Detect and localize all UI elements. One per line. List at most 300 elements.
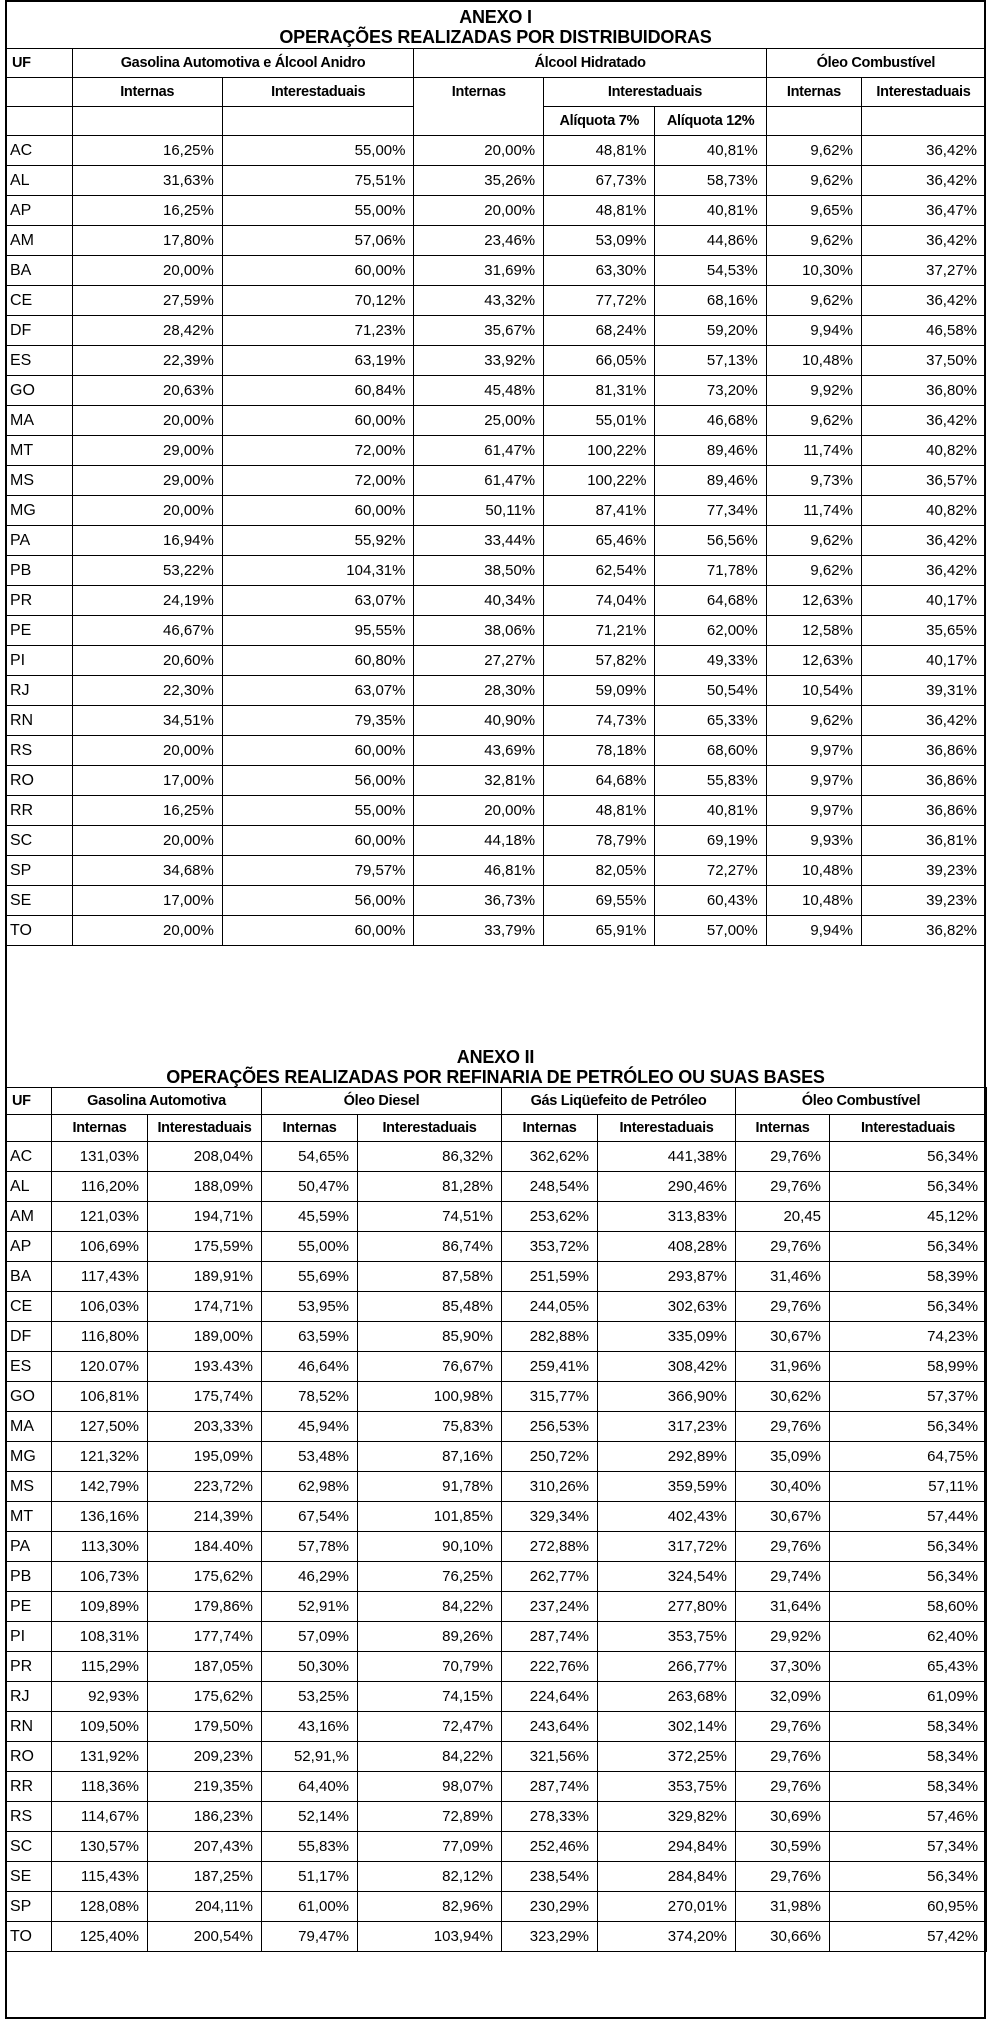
value-cell: 30,67%: [736, 1322, 830, 1352]
value-cell: 46,67%: [72, 616, 222, 646]
sub-header: Internas: [766, 78, 861, 107]
value-cell: 60,00%: [222, 256, 414, 286]
value-cell: 252,46%: [502, 1832, 598, 1862]
value-cell: 36,42%: [861, 406, 985, 436]
value-cell: 189,91%: [148, 1262, 262, 1292]
table-row: [6, 1772, 987, 1802]
uf-cell: RS: [6, 1802, 52, 1832]
value-cell: 79,47%: [262, 1922, 358, 1952]
uf-cell: SC: [6, 826, 73, 856]
value-cell: 60,00%: [222, 736, 414, 766]
value-cell: 45,12%: [830, 1202, 987, 1232]
value-cell: 33,79%: [414, 916, 544, 946]
value-cell: 187,25%: [148, 1862, 262, 1892]
value-cell: 46,58%: [861, 316, 985, 346]
table-row: [6, 436, 986, 466]
uf-cell: RJ: [6, 676, 73, 706]
table-row: [6, 286, 986, 316]
value-cell: 214,39%: [148, 1502, 262, 1532]
table-row: [6, 1922, 987, 1952]
annex-1-title: ANEXO I: [459, 7, 532, 27]
value-cell: 113,30%: [52, 1532, 148, 1562]
value-cell: 207,43%: [148, 1832, 262, 1862]
value-cell: 106,81%: [52, 1382, 148, 1412]
value-cell: 36,42%: [861, 286, 985, 316]
value-cell: 58,34%: [830, 1772, 987, 1802]
value-cell: 64,68%: [544, 766, 655, 796]
value-cell: 70,79%: [358, 1652, 502, 1682]
value-cell: 76,67%: [358, 1352, 502, 1382]
value-cell: 20,00%: [72, 916, 222, 946]
table-row: [6, 826, 986, 856]
value-cell: 40,17%: [861, 646, 985, 676]
value-cell: 56,00%: [222, 766, 414, 796]
value-cell: 29,76%: [736, 1232, 830, 1262]
value-cell: 116,80%: [52, 1322, 148, 1352]
value-cell: 95,55%: [222, 616, 414, 646]
value-cell: 20,60%: [72, 646, 222, 676]
table-row: [6, 1712, 987, 1742]
value-cell: 224,64%: [502, 1682, 598, 1712]
sub-header: Internas: [736, 1115, 830, 1142]
value-cell: 10,48%: [766, 886, 861, 916]
uf-cell: RN: [6, 706, 73, 736]
value-cell: 60,00%: [222, 826, 414, 856]
value-cell: 72,00%: [222, 436, 414, 466]
value-cell: 262,77%: [502, 1562, 598, 1592]
value-cell: 11,74%: [766, 496, 861, 526]
value-cell: 106,03%: [52, 1292, 148, 1322]
value-cell: 68,24%: [544, 316, 655, 346]
value-cell: 100,22%: [544, 436, 655, 466]
uf-cell: PR: [6, 1652, 52, 1682]
value-cell: 39,23%: [861, 886, 985, 916]
value-cell: 10,48%: [766, 346, 861, 376]
value-cell: 317,23%: [598, 1412, 736, 1442]
uf-cell: MS: [6, 1472, 52, 1502]
annex-2-sub-header-row: [6, 1115, 987, 1142]
value-cell: 29,76%: [736, 1772, 830, 1802]
value-cell: 290,46%: [598, 1172, 736, 1202]
value-cell: 40,81%: [655, 796, 766, 826]
value-cell: 74,04%: [544, 586, 655, 616]
table-row: [6, 1802, 987, 1832]
table-row: [6, 1832, 987, 1862]
value-cell: 9,62%: [766, 526, 861, 556]
value-cell: 44,18%: [414, 826, 544, 856]
table-row: [6, 1532, 987, 1562]
table-row: [6, 796, 986, 826]
value-cell: 57,46%: [830, 1802, 987, 1832]
value-cell: 38,06%: [414, 616, 544, 646]
annex-1-group-header-row: [6, 49, 986, 78]
annex-1-body: [6, 136, 986, 946]
value-cell: 49,33%: [655, 646, 766, 676]
value-cell: 52,14%: [262, 1802, 358, 1832]
uf-cell: MS: [6, 466, 73, 496]
value-cell: 177,74%: [148, 1622, 262, 1652]
value-cell: 130,57%: [52, 1832, 148, 1862]
value-cell: 55,69%: [262, 1262, 358, 1292]
value-cell: 31,98%: [736, 1892, 830, 1922]
value-cell: 9,97%: [766, 736, 861, 766]
value-cell: 72,47%: [358, 1712, 502, 1742]
table-row: [6, 406, 986, 436]
annex-2-body: [6, 1142, 987, 1952]
value-cell: 55,00%: [222, 796, 414, 826]
value-cell: 58,34%: [830, 1712, 987, 1742]
value-cell: 353,75%: [598, 1772, 736, 1802]
value-cell: 58,99%: [830, 1352, 987, 1382]
value-cell: 60,00%: [222, 496, 414, 526]
value-cell: 175,59%: [148, 1232, 262, 1262]
value-cell: 204,11%: [148, 1892, 262, 1922]
value-cell: 56,34%: [830, 1292, 987, 1322]
value-cell: 9,92%: [766, 376, 861, 406]
value-cell: 58,34%: [830, 1742, 987, 1772]
value-cell: 9,97%: [766, 796, 861, 826]
value-cell: 63,19%: [222, 346, 414, 376]
value-cell: 131,92%: [52, 1742, 148, 1772]
sub-header: Interestaduais: [148, 1115, 262, 1142]
value-cell: 200,54%: [148, 1922, 262, 1952]
table-row: [6, 676, 986, 706]
value-cell: 408,28%: [598, 1232, 736, 1262]
value-cell: 16,25%: [72, 136, 222, 166]
value-cell: 194,71%: [148, 1202, 262, 1232]
value-cell: 175,62%: [148, 1682, 262, 1712]
uf-cell: RO: [6, 1742, 52, 1772]
value-cell: 57,82%: [544, 646, 655, 676]
value-cell: 36,73%: [414, 886, 544, 916]
value-cell: 272,88%: [502, 1532, 598, 1562]
value-cell: 79,57%: [222, 856, 414, 886]
value-cell: 29,76%: [736, 1532, 830, 1562]
value-cell: 44,86%: [655, 226, 766, 256]
value-cell: 282,88%: [502, 1322, 598, 1352]
table-row: [6, 1412, 987, 1442]
empty-header-cell: [6, 107, 73, 136]
table-row: [6, 1292, 987, 1322]
value-cell: 64,40%: [262, 1772, 358, 1802]
value-cell: 253,62%: [502, 1202, 598, 1232]
sub-header: Interestaduais: [861, 78, 985, 107]
sub-header: Interestaduais: [222, 78, 414, 107]
value-cell: 20,00%: [414, 136, 544, 166]
value-cell: 35,26%: [414, 166, 544, 196]
table-row: [6, 1502, 987, 1532]
empty-header-cell: [861, 107, 985, 136]
value-cell: 22,39%: [72, 346, 222, 376]
table-row: [6, 1742, 987, 1772]
value-cell: 9,73%: [766, 466, 861, 496]
uf-cell: AL: [6, 166, 73, 196]
value-cell: 104,31%: [222, 556, 414, 586]
value-cell: 238,54%: [502, 1862, 598, 1892]
value-cell: 359,59%: [598, 1472, 736, 1502]
value-cell: 87,58%: [358, 1262, 502, 1292]
table-row: [6, 1652, 987, 1682]
value-cell: 66,05%: [544, 346, 655, 376]
value-cell: 313,83%: [598, 1202, 736, 1232]
value-cell: 30,40%: [736, 1472, 830, 1502]
value-cell: 36,86%: [861, 766, 985, 796]
value-cell: 67,73%: [544, 166, 655, 196]
value-cell: 24,19%: [72, 586, 222, 616]
value-cell: 57,44%: [830, 1502, 987, 1532]
sub-header: Internas: [414, 78, 544, 136]
table-row: [6, 916, 986, 946]
group-header: Gás Liqüefeito de Petróleo: [502, 1088, 736, 1115]
sub-header: Internas: [52, 1115, 148, 1142]
value-cell: 37,27%: [861, 256, 985, 286]
table-row: [6, 376, 986, 406]
group-header: Óleo Combustível: [736, 1088, 987, 1115]
empty-header-cell: [766, 107, 861, 136]
value-cell: 9,93%: [766, 826, 861, 856]
uf-cell: CE: [6, 286, 73, 316]
value-cell: 65,46%: [544, 526, 655, 556]
uf-cell: PA: [6, 1532, 52, 1562]
value-cell: 222,76%: [502, 1652, 598, 1682]
table-row: [6, 1142, 987, 1172]
value-cell: 57,34%: [830, 1832, 987, 1862]
value-cell: 175,62%: [148, 1562, 262, 1592]
value-cell: 277,80%: [598, 1592, 736, 1622]
value-cell: 77,34%: [655, 496, 766, 526]
value-cell: 69,19%: [655, 826, 766, 856]
value-cell: 209,23%: [148, 1742, 262, 1772]
uf-cell: PE: [6, 616, 73, 646]
value-cell: 72,00%: [222, 466, 414, 496]
value-cell: 17,00%: [72, 766, 222, 796]
value-cell: 39,31%: [861, 676, 985, 706]
value-cell: 174,71%: [148, 1292, 262, 1322]
table-row: [6, 526, 986, 556]
value-cell: 31,96%: [736, 1352, 830, 1382]
value-cell: 63,59%: [262, 1322, 358, 1352]
table-row: [6, 1322, 987, 1352]
table-row: [6, 766, 986, 796]
uf-cell: BA: [6, 1262, 52, 1292]
uf-cell: AC: [6, 136, 73, 166]
value-cell: 53,22%: [72, 556, 222, 586]
value-cell: 29,74%: [736, 1562, 830, 1592]
uf-cell: AM: [6, 1202, 52, 1232]
value-cell: 55,92%: [222, 526, 414, 556]
value-cell: 29,76%: [736, 1712, 830, 1742]
value-cell: 109,50%: [52, 1712, 148, 1742]
sub-header: Internas: [72, 78, 222, 107]
value-cell: 56,34%: [830, 1232, 987, 1262]
uf-cell: RR: [6, 1772, 52, 1802]
value-cell: 58,73%: [655, 166, 766, 196]
value-cell: 263,68%: [598, 1682, 736, 1712]
value-cell: 62,00%: [655, 616, 766, 646]
value-cell: 317,72%: [598, 1532, 736, 1562]
uf-cell: PA: [6, 526, 73, 556]
value-cell: 20,00%: [414, 796, 544, 826]
value-cell: 71,78%: [655, 556, 766, 586]
value-cell: 36,42%: [861, 166, 985, 196]
value-cell: 179,50%: [148, 1712, 262, 1742]
value-cell: 187,05%: [148, 1652, 262, 1682]
value-cell: 23,46%: [414, 226, 544, 256]
value-cell: 20,45: [736, 1202, 830, 1232]
value-cell: 33,44%: [414, 526, 544, 556]
value-cell: 57,06%: [222, 226, 414, 256]
uf-cell: AL: [6, 1172, 52, 1202]
value-cell: 315,77%: [502, 1382, 598, 1412]
value-cell: 40,90%: [414, 706, 544, 736]
value-cell: 100,98%: [358, 1382, 502, 1412]
value-cell: 353,72%: [502, 1232, 598, 1262]
value-cell: 17,80%: [72, 226, 222, 256]
value-cell: 27,59%: [72, 286, 222, 316]
value-cell: 62,54%: [544, 556, 655, 586]
uf-cell: GO: [6, 376, 73, 406]
value-cell: 78,52%: [262, 1382, 358, 1412]
uf-cell: DF: [6, 316, 73, 346]
value-cell: 63,30%: [544, 256, 655, 286]
value-cell: 77,09%: [358, 1832, 502, 1862]
value-cell: 30,67%: [736, 1502, 830, 1532]
value-cell: 353,75%: [598, 1622, 736, 1652]
value-cell: 20,00%: [72, 496, 222, 526]
value-cell: 270,01%: [598, 1892, 736, 1922]
value-cell: 9,62%: [766, 706, 861, 736]
value-cell: 374,20%: [598, 1922, 736, 1952]
value-cell: 74,15%: [358, 1682, 502, 1712]
value-cell: 30,69%: [736, 1802, 830, 1832]
table-row: [6, 1442, 987, 1472]
value-cell: 53,09%: [544, 226, 655, 256]
value-cell: 302,14%: [598, 1712, 736, 1742]
annex-2-table: [5, 1087, 987, 1952]
value-cell: 91,78%: [358, 1472, 502, 1502]
value-cell: 121,32%: [52, 1442, 148, 1472]
value-cell: 223,72%: [148, 1472, 262, 1502]
value-cell: 29,76%: [736, 1862, 830, 1892]
table-row: [6, 616, 986, 646]
value-cell: 25,00%: [414, 406, 544, 436]
value-cell: 35,67%: [414, 316, 544, 346]
value-cell: 56,34%: [830, 1172, 987, 1202]
value-cell: 36,86%: [861, 736, 985, 766]
value-cell: 79,35%: [222, 706, 414, 736]
value-cell: 101,85%: [358, 1502, 502, 1532]
table-row: [6, 1202, 987, 1232]
value-cell: 329,82%: [598, 1802, 736, 1832]
value-cell: 9,94%: [766, 916, 861, 946]
value-cell: 57,78%: [262, 1532, 358, 1562]
value-cell: 40,82%: [861, 496, 985, 526]
value-cell: 89,46%: [655, 466, 766, 496]
table-row: [6, 1172, 987, 1202]
uf-cell: GO: [6, 1382, 52, 1412]
sub-header: Interestaduais: [544, 78, 767, 107]
value-cell: 52,91%: [262, 1592, 358, 1622]
value-cell: 62,40%: [830, 1622, 987, 1652]
value-cell: 259,41%: [502, 1352, 598, 1382]
value-cell: 58,60%: [830, 1592, 987, 1622]
value-cell: 53,95%: [262, 1292, 358, 1322]
value-cell: 36,42%: [861, 556, 985, 586]
value-cell: 54,65%: [262, 1142, 358, 1172]
value-cell: 193.43%: [148, 1352, 262, 1382]
uf-cell: PI: [6, 1622, 52, 1652]
value-cell: 284,84%: [598, 1862, 736, 1892]
uf-cell: TO: [6, 1922, 52, 1952]
value-cell: 308,42%: [598, 1352, 736, 1382]
value-cell: 72,27%: [655, 856, 766, 886]
value-cell: 57,00%: [655, 916, 766, 946]
value-cell: 29,76%: [736, 1142, 830, 1172]
value-cell: 31,69%: [414, 256, 544, 286]
value-cell: 9,62%: [766, 226, 861, 256]
value-cell: 12,63%: [766, 586, 861, 616]
value-cell: 98,07%: [358, 1772, 502, 1802]
empty-header-cell: [222, 107, 414, 136]
table-row: [6, 736, 986, 766]
uf-cell: RO: [6, 766, 73, 796]
value-cell: 10,30%: [766, 256, 861, 286]
table-row: [6, 1472, 987, 1502]
value-cell: 266,77%: [598, 1652, 736, 1682]
value-cell: 65,43%: [830, 1652, 987, 1682]
value-cell: 40,34%: [414, 586, 544, 616]
value-cell: 31,46%: [736, 1262, 830, 1292]
uf-cell: SE: [6, 1862, 52, 1892]
value-cell: 29,92%: [736, 1622, 830, 1652]
value-cell: 20,00%: [72, 826, 222, 856]
value-cell: 30,62%: [736, 1382, 830, 1412]
uf-cell: MG: [6, 496, 73, 526]
value-cell: 29,76%: [736, 1292, 830, 1322]
value-cell: 86,32%: [358, 1142, 502, 1172]
value-cell: 118,36%: [52, 1772, 148, 1802]
table-row: [6, 496, 986, 526]
value-cell: 74,51%: [358, 1202, 502, 1232]
value-cell: 53,25%: [262, 1682, 358, 1712]
value-cell: 92,93%: [52, 1682, 148, 1712]
value-cell: 9,62%: [766, 286, 861, 316]
uf-cell: MA: [6, 406, 73, 436]
value-cell: 53,48%: [262, 1442, 358, 1472]
value-cell: 184.40%: [148, 1532, 262, 1562]
value-cell: 324,54%: [598, 1562, 736, 1592]
uf-cell: DF: [6, 1322, 52, 1352]
annex-2-title: ANEXO II: [456, 1047, 535, 1067]
table-row: [6, 226, 986, 256]
value-cell: 310,26%: [502, 1472, 598, 1502]
value-cell: 37,30%: [736, 1652, 830, 1682]
value-cell: 55,00%: [262, 1232, 358, 1262]
value-cell: 63,07%: [222, 676, 414, 706]
value-cell: 121,03%: [52, 1202, 148, 1232]
value-cell: 89,46%: [655, 436, 766, 466]
value-cell: 31,64%: [736, 1592, 830, 1622]
uf-cell: RJ: [6, 1682, 52, 1712]
annex-2-heading: [5, 1047, 986, 1087]
value-cell: 237,24%: [502, 1592, 598, 1622]
value-cell: 32,81%: [414, 766, 544, 796]
value-cell: 89,26%: [358, 1622, 502, 1652]
value-cell: 36,82%: [861, 916, 985, 946]
sub-header: Internas: [262, 1115, 358, 1142]
value-cell: 64,75%: [830, 1442, 987, 1472]
value-cell: 114,67%: [52, 1802, 148, 1832]
